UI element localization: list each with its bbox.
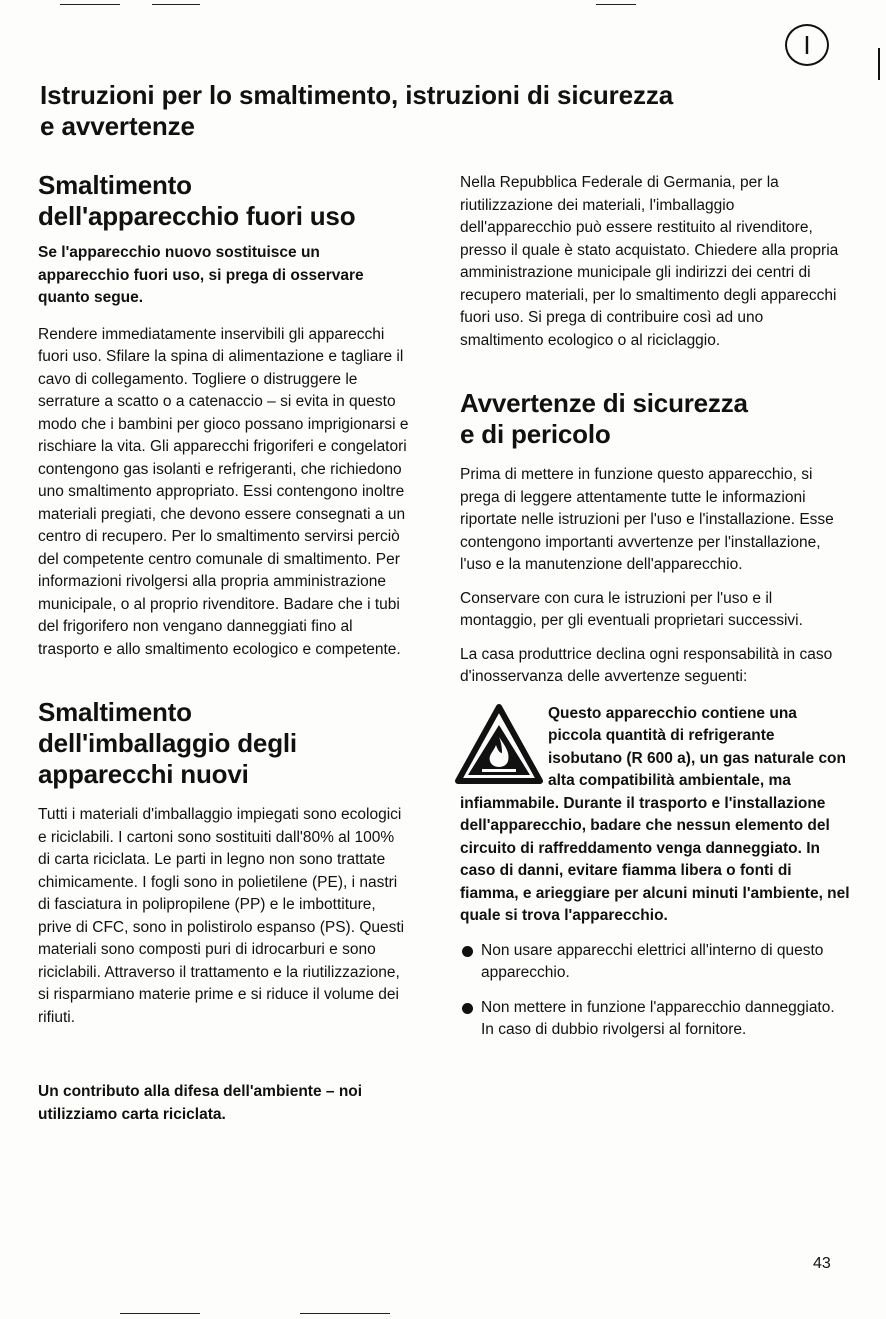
page-number: 43 — [813, 1255, 831, 1272]
safety-paragraph-3: La casa produttrice declina ogni responsabilità in caso d'inosservanza delle avvertenze seguenti: — [460, 645, 833, 685]
list-item-text: Non usare apparecchi elettrici all'interno di questo apparecchio. — [481, 941, 824, 981]
disposal-old-appliance-heading — [38, 170, 410, 232]
list-item-text: Non mettere in funzione l'apparecchio danneggiato. In caso di dubbio rivolgersi al fornitore. — [481, 998, 835, 1038]
safety-paragraph-2: Conservare con cura le istruzioni per l'uso e il montaggio, per gli eventuali proprietari successivi. — [460, 589, 803, 629]
safety-bullet-list — [460, 940, 850, 1042]
bullet-icon — [462, 1003, 473, 1014]
safety-warnings-heading — [460, 388, 850, 450]
page-edge-mark — [878, 48, 880, 80]
right-column — [460, 172, 850, 1054]
page-title-line: Istruzioni per lo smaltimento, istruzioni di sicurezza — [40, 80, 674, 110]
bullet-icon — [462, 946, 473, 957]
warning-text: Questo apparecchio contiene una piccola quantità di refrigerante isobutano (R 600 a), un gas naturale con alta compatibilità ambientale, ma infiammabile. Durante il trasporto e l'installazione dell'apparecchio, badare che nessun elemento del circuito di raffreddamento venga danneggiato. In caso di danni, evitare fiamma libera o fonti di fiamma, e arieggiare per alcuni minuti l'ambiente, nel quale si trova l'apparecchio. — [460, 704, 850, 924]
flammable-warning-icon — [454, 703, 544, 785]
disposal-old-appliance-body: Rendere immediatamente inservibili gli apparecchi fuori uso. Sfilare la spina di alimentazione e tagliare il cavo di collegamento. Togliere o distruggere le serrature a scatto o a catenaccio – si evita in questo modo che i bambini per gioco possano imprigionarsi e rischiare la vita. Gli apparecchi frigoriferi e congelatori contengono gas isolanti e refrigeranti, che richiedono uno smaltimento appropriato. Essi contengono inoltre materiali pregiati, che devono essere consegnati a un centro di recupero. Per lo smaltimento servirsi perciò del competente centro comunale di smaltimento. Per informazioni rivolgersi alla propria amministrazione municipale, o al proprio rivenditore. Badare che i tubi del frigorifero non vengano danneggiati fino al trasporto e allo smaltimento ecologico e competente. — [38, 325, 409, 658]
list-item — [460, 940, 850, 985]
packaging-disposal-heading — [38, 697, 410, 790]
scan-line-bottom — [120, 1313, 200, 1314]
scan-line-top — [596, 4, 636, 5]
safety-paragraph-1: Prima di mettere in funzione questo apparecchio, si prega di leggere attentamente tutte le informazioni riportate nelle istruzioni per l'uso e l'installazione. Esse contengono importanti avvertenze per l'installazione, l'uso e la manutenzione dell'apparecchio. — [460, 466, 834, 573]
heading-line: Smaltimento — [38, 697, 192, 727]
scan-line-top — [152, 4, 200, 5]
page-title — [40, 80, 673, 142]
scan-line-top — [60, 4, 120, 5]
heading-line: dell'imballaggio degli — [38, 728, 297, 758]
disposal-old-appliance-lead: Se l'apparecchio nuovo sostituisce un apparecchio fuori uso, si prega di osservare quanto segue. — [38, 244, 364, 306]
germany-recycling-note: Nella Repubblica Federale di Germania, per la riutilizzazione dei materiali, l'imballaggio dell'apparecchio può essere restituito al rivenditore, presso il quale è stato acquistato. Chiedere alla propria amministrazione municipale gli indirizzi dei centri di recupero materiali, per lo smaltimento degli apparecchi fuori uso. Si prega di contribuire così ad uno smaltimento ecologico o al riciclaggio. — [460, 174, 839, 349]
page-title-line: e avvertenze — [40, 111, 195, 141]
heading-line: dell'apparecchio fuori uso — [38, 201, 356, 231]
packaging-disposal-body: Tutti i materiali d'imballaggio impiegati sono ecologici e riciclabili. I cartoni sono sostituiti dall'80% al 100% di carta riciclata. Le parti in legno non sono trattate chimicamente. I fogli sono in polietilene (PE), i nastri di fasciatura in polipropilene (PP) e le imbottiture, prive di CFC, sono in polistirolo espanso (PS). Questi materiali sono composti puri di idrocarburi e sono riciclabili. Attraverso il trattamento e la riutilizzazione, si risparmiano materie prime e si riduce il volume dei rifiuti. — [38, 806, 405, 1026]
heading-line: e di pericolo — [460, 419, 611, 449]
recycled-paper-note: Un contributo alla difesa dell'ambiente – noi utilizziamo carta riciclata. — [38, 1083, 363, 1123]
heading-line: Avvertenze di sicurezza — [460, 388, 748, 418]
language-badge: I — [785, 24, 829, 66]
flammable-refrigerant-warning — [460, 703, 850, 928]
heading-line: Smaltimento — [38, 170, 192, 200]
left-column — [38, 170, 410, 1126]
heading-line: apparecchi nuovi — [38, 759, 249, 789]
list-item — [460, 997, 850, 1042]
scan-line-bottom — [300, 1313, 390, 1314]
